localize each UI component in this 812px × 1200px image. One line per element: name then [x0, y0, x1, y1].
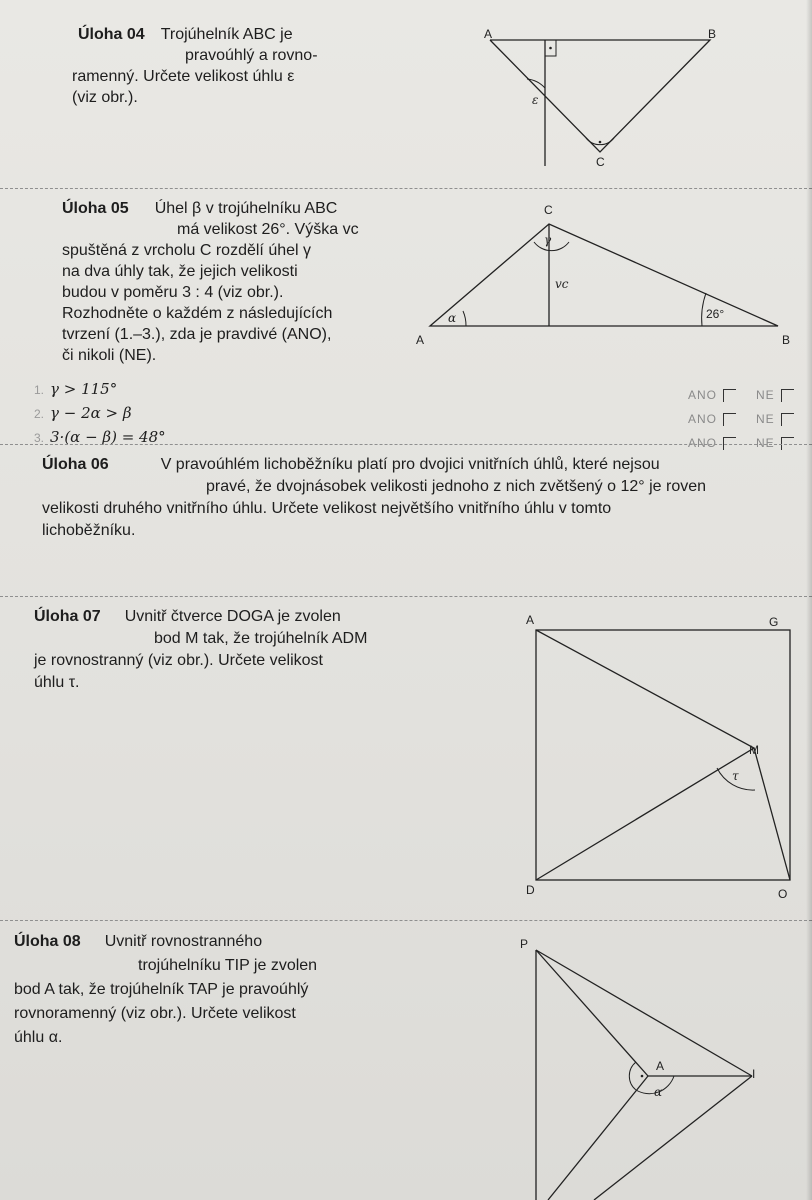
vertex-label-a-05: A: [416, 333, 425, 347]
vertex-label-i-08: I: [752, 1067, 756, 1081]
vertex-label-b: B: [708, 27, 717, 41]
ano-label-1: ANO: [688, 388, 718, 402]
segment-at: [548, 1076, 648, 1200]
height-label-vc: vc: [555, 277, 569, 291]
divider-3: [0, 596, 812, 597]
triangle-adm: [536, 630, 754, 880]
statement-2-text: γ − 2α > β: [50, 404, 132, 422]
statement-2: [34, 404, 132, 422]
vertex-label-p-08: P: [520, 937, 529, 951]
answer-row-2: [688, 412, 794, 426]
task-06-line3: velikosti druhého vnitřního úhlu. Určete velikost největšího vnitřního úhlu v tomto: [42, 500, 612, 517]
vertex-label-c: C: [596, 155, 605, 169]
vertex-label-m-07: M: [749, 743, 759, 757]
task-05-line2: má velikost 26°. Výška vc: [177, 221, 359, 238]
task-05-line3: spuštěná z vrcholu C rozdělí úhel γ: [62, 242, 312, 259]
task-06-label: Úloha 06: [42, 456, 109, 473]
task-05-line7: tvrzení (1.–3.), zda je pravdivé (ANO),: [62, 326, 332, 343]
task-07-line3: je rovnostranný (viz obr.). Určete velikost: [34, 652, 323, 669]
triangle-abc: [490, 40, 710, 152]
triangle-abc-05: [430, 224, 778, 326]
statement-3-text: 3·(α − β) = 48°: [50, 428, 166, 446]
task-06-line1: V pravoúhlém lichoběžníku platí pro dvojici vnitřních úhlů, které nejsou: [160, 456, 660, 473]
task-05-line4: na dva úhly tak, že jejich velikosti: [62, 263, 298, 280]
vertex-label-a-08: A: [656, 1059, 665, 1073]
statement-1-text: γ > 115°: [50, 380, 118, 398]
right-angle-dot-c: [599, 141, 602, 144]
statement-1-num: 1.: [34, 383, 45, 397]
right-angle-dot-top: [549, 47, 552, 50]
task-04-line3: ramenný. Určete velikost úhlu ε: [72, 68, 295, 85]
task-04-figure: [470, 26, 760, 176]
answer-row-1: [688, 388, 794, 402]
angle-label-epsilon: ε: [532, 93, 539, 107]
segment-mo: [754, 748, 790, 880]
task-07-label: Úloha 07: [34, 608, 101, 625]
task-04-label: Úloha 04: [78, 26, 145, 43]
ne-label-2: NE: [756, 412, 775, 426]
task-08-line4: rovnoramenný (viz obr.). Určete velikost: [14, 1005, 296, 1022]
task-04-text: [72, 24, 418, 108]
task-07-line2: bod M tak, že trojúhelník ADM: [154, 630, 368, 647]
task-08-line3: bod A tak, že trojúhelník TAP je pravoúhlý: [14, 981, 309, 998]
task-06-line4: lichoběžníku.: [42, 522, 136, 539]
task-05-label: Úloha 05: [62, 200, 129, 217]
angle-label-alpha-08: α: [654, 1085, 663, 1099]
statement-1: [34, 380, 117, 398]
task-08-line5: úhlu α.: [14, 1029, 63, 1046]
divider-1: [0, 188, 812, 189]
right-angle-arc-a: [629, 1062, 636, 1090]
ne-label-1: NE: [756, 388, 775, 402]
ano-checkbox-2[interactable]: [723, 413, 736, 426]
ano-label-2: ANO: [688, 412, 718, 426]
task-07-line1: Uvnitř čtverce DOGA je zvolen: [124, 608, 341, 625]
divider-2: [0, 444, 812, 445]
side-pi: [536, 950, 752, 1076]
task-08-line1: Uvnitř rovnostranného: [104, 933, 263, 950]
right-angle-dot-a: [641, 1075, 644, 1078]
statement-2-num: 2.: [34, 407, 45, 421]
divider-4: [0, 920, 812, 921]
task-08-text: [14, 930, 434, 1050]
vertex-label-b-05: B: [782, 333, 791, 347]
task-05-line5: budou v poměru 3 : 4 (viz obr.).: [62, 284, 284, 301]
ano-checkbox-1[interactable]: [723, 389, 736, 402]
vertex-label-d-07: D: [526, 883, 535, 897]
ano-label-3: ANO: [688, 436, 718, 450]
ne-checkbox-1[interactable]: [781, 389, 794, 402]
task-07-text: [34, 606, 454, 694]
scan-edge-shadow: [806, 0, 812, 1200]
vertex-label-g-07: G: [769, 615, 779, 629]
ne-label-3: NE: [756, 436, 775, 450]
task-04-line2: pravoúhlý a rovno-: [185, 47, 318, 64]
task-05-line1: Úhel β v trojúhelníku ABC: [154, 200, 338, 217]
task-05-figure: [410, 198, 800, 348]
angle-label-tau: τ: [732, 769, 739, 783]
ne-checkbox-2[interactable]: [781, 413, 794, 426]
task-05-text: [62, 198, 412, 366]
angle-label-26: 26°: [706, 307, 725, 321]
angle-label-gamma: γ: [544, 233, 552, 247]
task-05-line8: či nikoli (NE).: [62, 347, 157, 364]
vertex-label-c-05: C: [544, 203, 553, 217]
gamma-arc: [534, 242, 569, 251]
task-08-figure: [508, 936, 798, 1200]
task-08-line2: trojúhelníku TIP je zvolen: [138, 957, 318, 974]
task-04-line4: (viz obr.).: [72, 89, 138, 106]
task-04-line1: Trojúhelník ABC je: [160, 26, 293, 43]
task-06-line2: pravé, že dvojnásobek velikosti jednoho z nich zvětšený o 12° je roven: [206, 478, 707, 495]
statement-3-num: 3.: [34, 431, 45, 445]
task-07-figure: [516, 606, 796, 906]
vertex-label-a: A: [484, 27, 493, 41]
angle-label-alpha: α: [448, 311, 457, 325]
alpha-arc: [463, 311, 466, 326]
side-it: [594, 1076, 752, 1200]
task-07-line4: úhlu τ.: [34, 674, 80, 691]
segment-pa: [536, 950, 648, 1076]
task-06-text: [42, 454, 792, 542]
vertex-label-o-07: O: [778, 887, 788, 901]
task-08-label: Úloha 08: [14, 933, 81, 950]
task-05-line6: Rozhodněte o každém z následujících: [62, 305, 333, 322]
vertex-label-a-07: A: [526, 613, 535, 627]
